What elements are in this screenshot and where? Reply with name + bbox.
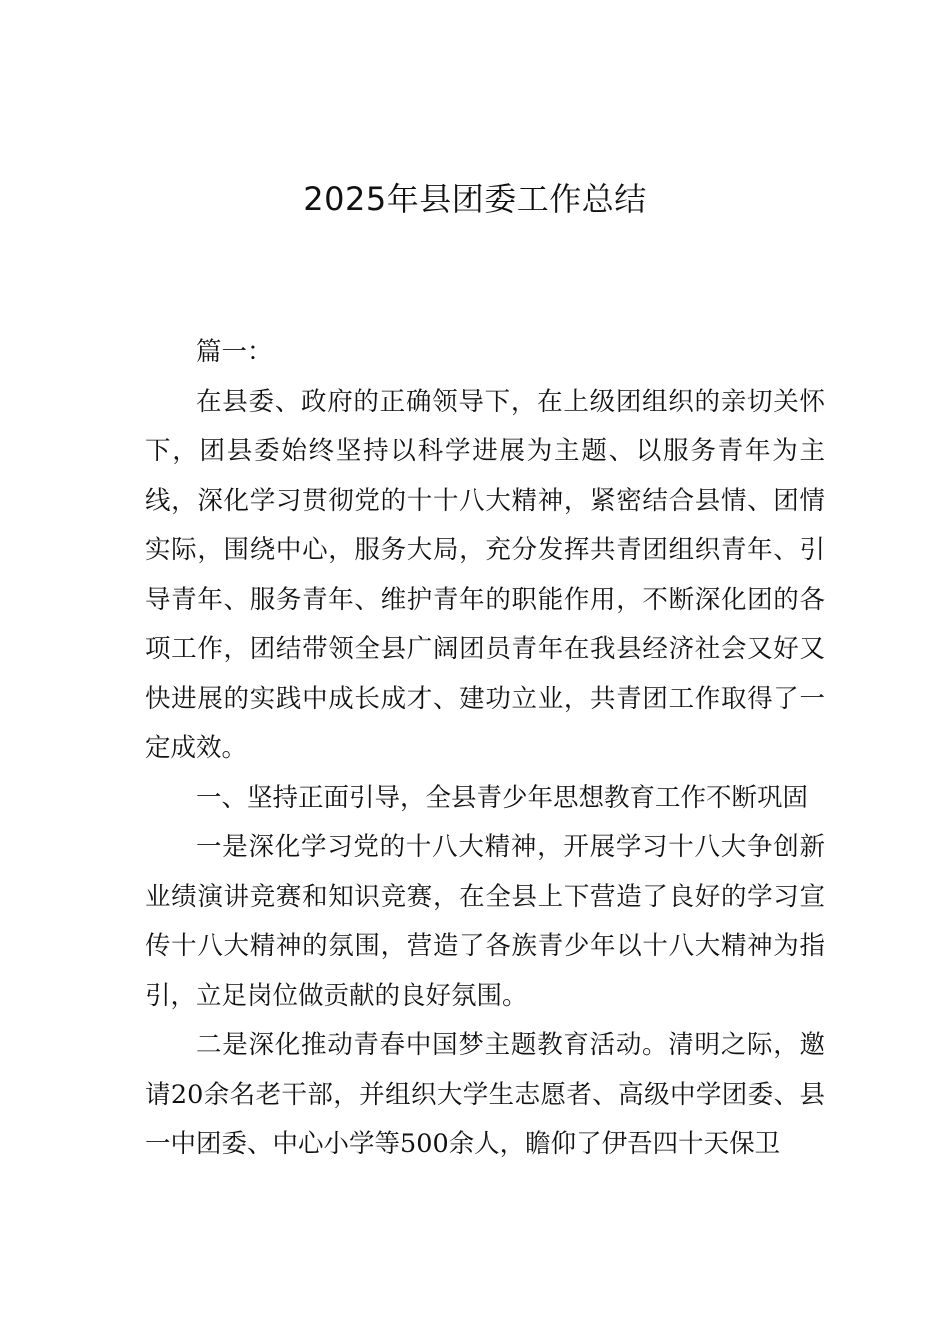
document-title: 2025年县团委工作总结 (303, 180, 647, 218)
document-body (145, 328, 825, 1170)
paragraph-heading-one: 一、坚持正面引导，全县青少年思想教育工作不断巩固 (196, 782, 809, 813)
paragraph-item-one: 一是深化学习党的十八大精神，开展学习十八大争创新业绩演讲竞赛和知识竞赛，在全县上下营造了良好的学习宣传十八大精神的氛围，营造了各族青少年以十八大精神为指引，立足岗位做贡献的良好氛围。 (145, 832, 825, 1011)
paragraph-section-label: 篇一： (196, 337, 273, 367)
paragraph-intro: 在县委、政府的正确领导下，在上级团组织的亲切关怀下，团县委始终坚持以科学进展为主题、以服务青年为主线，深化学习贯彻党的十十八大精神，紧密结合县情、团情实际，围绕中心，服务大局，充分发挥共青团组织青年、引导青年、服务青年、维护青年的职能作用，不断深化团的各项工作，团结带领全县广阔团员青年在我县经济社会又好又快进展的实践中成长成才、建功立业，共青团工作取得了一定成效。 (145, 386, 825, 763)
paragraph-item-two: 二是深化推动青春中国梦主题教育活动。清明之际，邀请20余名老干部，并组织大学生志愿者、高级中学团委、县一中团委、中心小学等500余人，瞻仰了伊吾四十天保卫 (145, 1030, 825, 1159)
